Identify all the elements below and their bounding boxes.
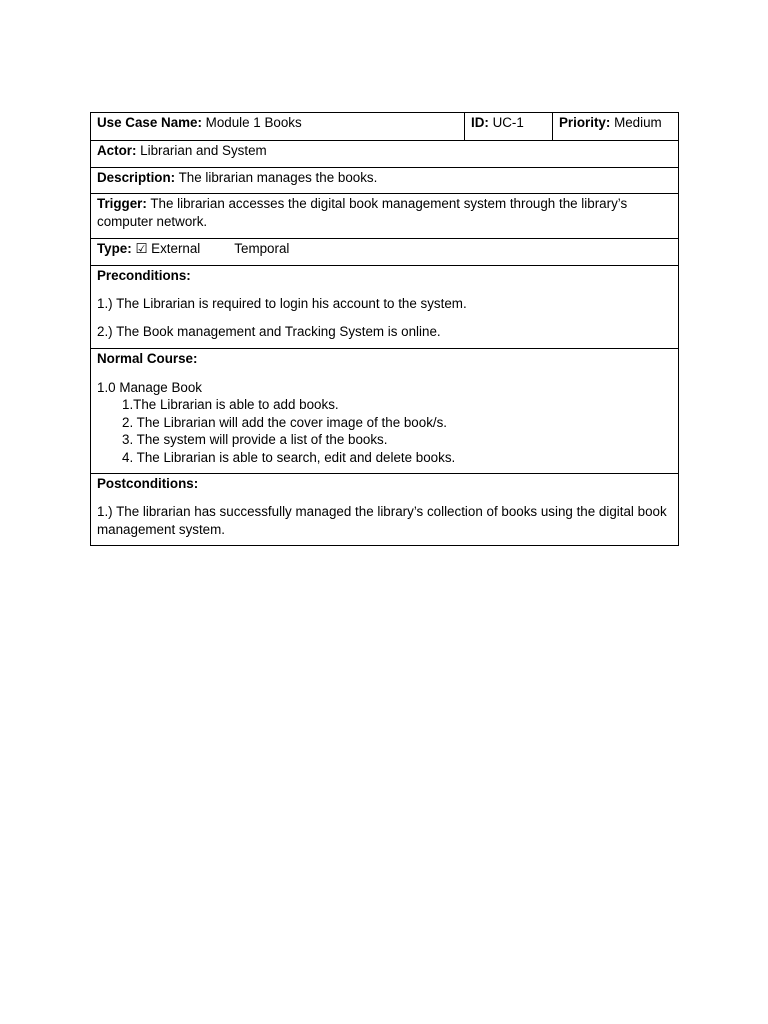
- description-value: The librarian manages the books.: [175, 170, 378, 185]
- preconditions-label: Preconditions:: [97, 268, 191, 283]
- normal-course-row: [91, 349, 679, 474]
- normal-course-heading: 1.0 Manage Book: [97, 379, 202, 395]
- use-case-name-value: Module 1 Books: [201, 115, 302, 130]
- use-case-name-label: Use Case Name:: [97, 115, 202, 130]
- actor-row: [91, 141, 679, 168]
- id-label: ID:: [471, 115, 489, 130]
- id-value: UC-1: [488, 115, 524, 130]
- postconditions-row: [91, 474, 679, 546]
- actor-cell: [91, 141, 679, 168]
- trigger-value: The librarian accesses the digital book management system through the library’s computer network.: [97, 196, 628, 229]
- trigger-label: Trigger:: [97, 196, 147, 211]
- preconditions-cell: [91, 266, 679, 349]
- list-item: 1.The Librarian is able to add books.: [122, 397, 339, 413]
- type-cell: [91, 239, 679, 266]
- list-item: 2. The Librarian will add the cover image of the book/s.: [122, 414, 448, 430]
- preconditions-row: [91, 266, 679, 349]
- precondition-item: 2.) The Book management and Tracking System is online.: [97, 324, 441, 340]
- postcondition-item: 1.) The librarian has successfully managed the library’s collection of books using the digital book management system.: [97, 504, 667, 537]
- priority-value: Medium: [610, 115, 662, 130]
- normal-course-steps: [97, 396, 672, 466]
- id-cell: [465, 113, 553, 141]
- trigger-row: [91, 194, 679, 239]
- type-temporal: Temporal: [234, 241, 290, 256]
- precondition-item: 1.) The Librarian is required to login his account to the system.: [97, 296, 467, 312]
- use-case-table: [90, 112, 679, 546]
- trigger-cell: [91, 194, 679, 239]
- actor-label: Actor:: [97, 143, 137, 158]
- type-external: ☑ External: [131, 241, 201, 256]
- header-row: [91, 113, 679, 141]
- priority-cell: [553, 113, 679, 141]
- actor-value: Librarian and System: [136, 143, 267, 158]
- list-item: 4. The Librarian is able to search, edit and delete books.: [122, 449, 456, 465]
- postconditions-cell: [91, 474, 679, 546]
- normal-course-cell: [91, 349, 679, 474]
- list-item: 3. The system will provide a list of the books.: [122, 432, 388, 448]
- description-cell: [91, 168, 679, 194]
- description-label: Description:: [97, 170, 176, 185]
- normal-course-label: Normal Course:: [97, 351, 198, 366]
- type-label: Type:: [97, 241, 132, 256]
- priority-label: Priority:: [559, 115, 611, 130]
- use-case-name-cell: [91, 113, 465, 141]
- description-row: [91, 168, 679, 194]
- type-row: [91, 239, 679, 266]
- postconditions-label: Postconditions:: [97, 476, 199, 491]
